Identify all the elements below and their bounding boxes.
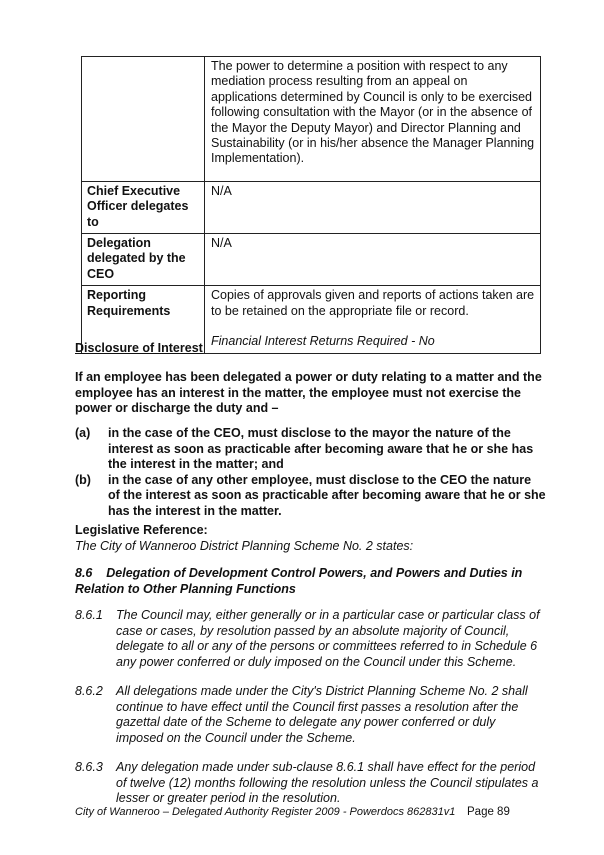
clause-number: 8.6.2 (75, 684, 103, 698)
list-text: in the case of any other employee, must disclose to the CEO the nature of the interest as soon as practicable after becoming aware that he or she has the interest in the matter. (108, 472, 546, 518)
financial-interest-note: Financial Interest Returns Required - No (211, 334, 435, 349)
list-item (75, 473, 546, 520)
disclosure-intro: If an employee has been delegated a power or duty relating to a matter and the employee has an interest in the matter, the employee must not exercise the power or discharge the duty and – (75, 370, 542, 415)
legislative-label: Legislative Reference: (75, 523, 208, 537)
disclosure-heading: Disclosure of Interest (75, 341, 203, 355)
legislative-block (75, 523, 546, 554)
clause-text: Any delegation made under sub-clause 8.6.1 shall have effect for the period of twelve (12) months following the resolution unless the Council stipulates a lesser or greater period in the resolution. (116, 760, 539, 805)
row-value: The power to determine a position with respect to any mediation process resulting from an appeal on applications determined by Council is only to be exercised following consultation with the Mayor (or in the absence of the Mayor the Deputy Mayor) and Director Planning and Sustainability (or in his/her absence the Manager Planning Implementation). (205, 57, 541, 182)
list-marker: (b) (75, 472, 91, 487)
clause-text: The Council may, either generally or in a particular case or particular class of case or cases, by resolution passed by an absolute majority of Council, delegate to all or any of the persons or committees referred to in Schedule 6 any power conferred or duly imposed on the Council under this Scheme. (116, 608, 540, 669)
row-label (82, 57, 205, 182)
clause-item (75, 760, 546, 807)
table-row (82, 57, 541, 182)
list-text: in the case of the CEO, must disclose to the mayor the nature of the interest as soon as practicable after becoming aware that he or she has the interest in the matter; and (108, 426, 534, 471)
clause-item (75, 684, 546, 746)
row-label: Chief Executive Officer delegates to (82, 181, 205, 233)
row-value: N/A (205, 234, 541, 286)
clause-number: 8.6.1 (75, 608, 103, 622)
reporting-text: Copies of approvals given and reports of actions taken are to be retained on the appropriate file or record. (211, 288, 535, 318)
clause-item (75, 608, 546, 670)
table-row (82, 234, 541, 286)
delegation-table (81, 56, 541, 354)
footer-text: City of Wanneroo – Delegated Authority Register 2009 - Powerdocs 862831v1 (75, 806, 456, 818)
list-marker: (a) (75, 426, 91, 440)
row-value: N/A (205, 181, 541, 233)
disclosure-heading-block (75, 341, 546, 357)
disclosure-list (75, 426, 546, 519)
table-row (82, 181, 541, 233)
clause-list (75, 608, 546, 807)
row-label: Delegation delegated by the CEO (82, 234, 205, 286)
page-footer (75, 806, 555, 818)
clause-number: 8.6.3 (75, 760, 103, 774)
row-label: Reporting Requirements (82, 286, 205, 353)
clause-text: All delegations made under the City's District Planning Scheme No. 2 shall continue to have effect until the Council first passes a resolution after the gazettal date of the Scheme to delegate any power conferred or duly imposed on the Council under the Scheme. (116, 684, 528, 745)
legislative-statement: The City of Wanneroo District Planning Scheme No. 2 states: (75, 538, 414, 553)
list-item (75, 426, 546, 473)
page-number: Page 89 (467, 806, 510, 818)
section-heading: 8.6 Delegation of Development Control Powers, and Powers and Duties in Relation to Other Planning Functions (75, 566, 526, 596)
